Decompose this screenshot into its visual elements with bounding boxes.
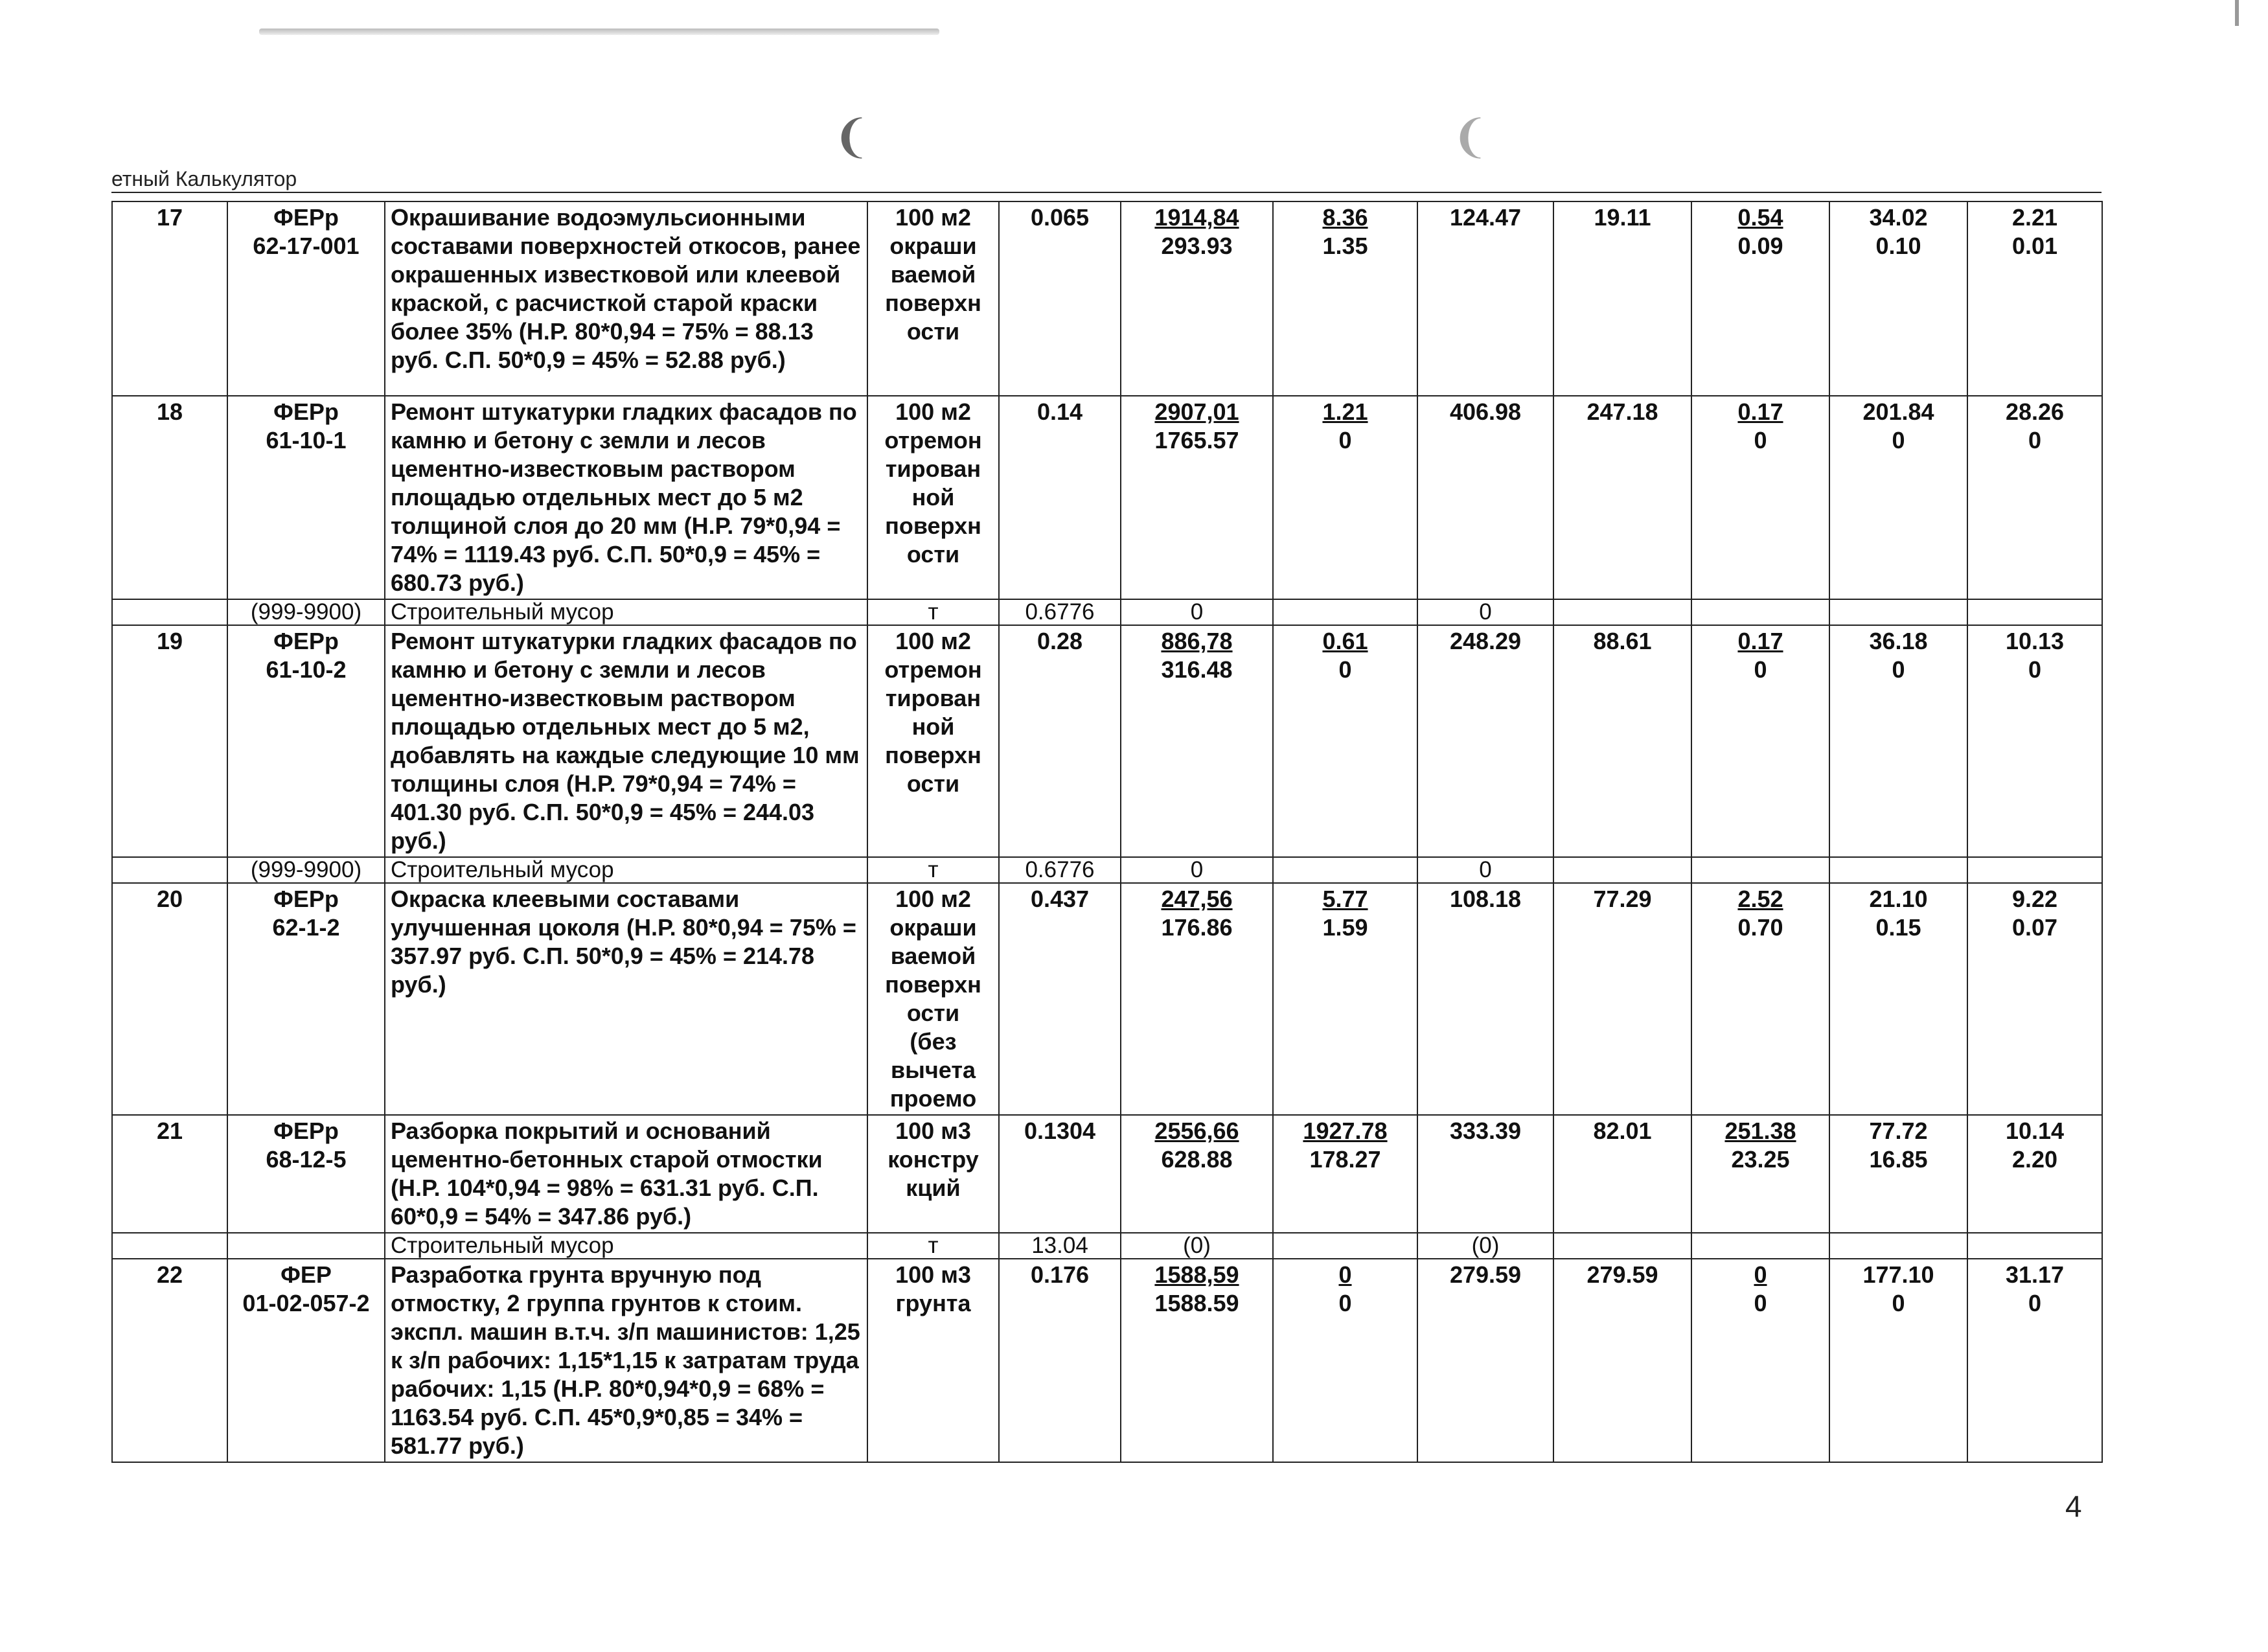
value-pair-v7 [1967,1115,2102,1233]
value-pair-v6 [1829,1115,1967,1233]
resource-code [227,625,385,857]
value-top: 1914,84 [1154,204,1239,231]
row-number [112,201,227,396]
resource-code [227,883,385,1115]
work-description [385,201,867,396]
value-pair-v5 [1691,625,1829,857]
value-pair-v6 [1829,201,1967,396]
value-pair-v1 [1121,396,1273,599]
work-description-text: Разборка покрытий и оснований цементно-бетонных старой отмостки (Н.Р. 104*0,94 = 98% = 631.31 руб. С.П. 60*0,9 = 54% = 347.86 руб.) [391,1118,823,1230]
value-bottom: 16.85 [1869,1146,1928,1173]
quantity [999,857,1121,883]
value-text: 247.18 [1586,398,1658,425]
unit-of-measure-text: 100 м2 отремон тирован ной поверхн ости [884,398,982,568]
quantity-text: 0.28 [1037,628,1083,654]
table-subrow [112,599,2102,625]
unit-of-measure-text: т [928,599,939,625]
quantity [999,396,1121,599]
row-number-text: 22 [156,1261,183,1288]
value-v7 [1967,857,2102,883]
value-bottom: 1765.57 [1154,427,1239,453]
value-v2 [1273,599,1417,625]
value-pair-v7 [1967,396,2102,599]
resource-code [227,201,385,396]
value-top: 34.02 [1869,204,1928,231]
value-v6 [1829,599,1967,625]
value-text: 406.98 [1449,398,1522,425]
value-v3-text: (0) [1471,1233,1500,1258]
value-text: 19.11 [1594,204,1651,231]
value-pair-v2 [1273,396,1417,599]
value-top: 247,56 [1161,886,1233,912]
resource-code [227,1259,385,1462]
value-top: 201.84 [1862,398,1934,425]
value-v6 [1829,857,1967,883]
table-row [112,1115,2102,1233]
unit-of-measure [867,201,999,396]
value-v6 [1829,1233,1967,1259]
value-text: 82.01 [1593,1118,1652,1144]
value-pair-v2 [1273,1259,1417,1462]
value-pair-v7 [1967,1259,2102,1462]
value-v7 [1967,1233,2102,1259]
value-pair-v2 [1273,883,1417,1115]
resource-code-text: (999-9900) [250,857,362,882]
value-bottom: 178.27 [1309,1146,1381,1173]
value-top: 0.54 [1737,204,1783,231]
value-v3-text: 0 [1479,857,1492,882]
quantity [999,1233,1121,1259]
value-pair-v2 [1273,1115,1417,1233]
resource-code-text: ФЕРр 62-17-001 [253,204,360,259]
quantity-text: 0.1304 [1024,1118,1096,1144]
resource-code [227,396,385,599]
row-number-text: 17 [156,204,183,231]
work-description-text: Окраска клеевыми составами улучшенная цоколя (Н.Р. 80*0,94 = 75% = 357.97 руб. С.П. 50*0,9 = 45% = 214.78 руб.) [391,886,856,998]
unit-of-measure [867,396,999,599]
value-top: 0 [1338,1261,1352,1288]
scan-artifact-edge [2235,0,2239,26]
value-v4 [1553,396,1691,599]
value-top: 31.17 [2005,1261,2065,1288]
value-v4 [1553,201,1691,396]
value-text: 88.61 [1593,628,1652,654]
value-top: 177.10 [1862,1261,1934,1288]
value-bottom: 0.01 [2011,233,2058,259]
page-number: 4 [2065,1489,2082,1523]
unit-of-measure-text: 100 м3 констру кций [888,1118,979,1201]
value-top: 9.22 [2011,886,2058,912]
value-v3 [1417,857,1553,883]
value-v3 [1417,1115,1553,1233]
value-bottom: 1.59 [1322,914,1368,941]
row-number-text: 18 [156,398,183,425]
resource-code-text: ФЕРр 61-10-2 [266,628,347,683]
value-v4 [1553,625,1691,857]
quantity [999,1115,1121,1233]
value-v1-text: (0) [1183,1233,1211,1258]
value-bottom: 0 [1754,427,1767,453]
value-bottom: 0 [2028,1290,2042,1316]
punch-hole-mark: ❨ [832,111,871,162]
unit-of-measure [867,857,999,883]
value-top: 1588,59 [1154,1261,1239,1288]
material-description [385,599,867,625]
unit-of-measure [867,599,999,625]
table-row [112,1259,2102,1462]
page-header-title: етный Калькулятор [111,167,297,190]
value-v7 [1967,599,2102,625]
value-top: 2.52 [1737,886,1783,912]
estimate-table [111,201,2103,1463]
value-pair-v5 [1691,201,1829,396]
unit-of-measure-text: 100 м2 окраши ваемой поверхн ости (без вычета проемо [885,886,981,1112]
value-v5 [1691,1233,1829,1259]
value-bottom: 176.86 [1161,914,1233,941]
value-bottom: 0 [1754,656,1767,683]
work-description [385,883,867,1115]
value-top: 10.14 [2005,1118,2065,1144]
material-description-text: Строительный мусор [391,857,614,882]
unit-of-measure-text: 100 м3 грунта [895,1261,971,1316]
value-bottom: 23.25 [1731,1146,1790,1173]
value-bottom: 0.70 [1737,914,1783,941]
value-pair-v1 [1121,1259,1273,1462]
table-row [112,625,2102,857]
header-rule [111,192,2102,193]
row-number [112,1115,227,1233]
row-number [112,1233,227,1259]
value-top: 0.61 [1322,628,1368,654]
row-number-text: 19 [156,628,183,654]
value-pair-v1 [1121,883,1273,1115]
value-bottom: 293.93 [1161,233,1233,259]
value-top: 0.17 [1737,628,1783,654]
value-bottom: 0.09 [1737,233,1783,259]
value-top: 1.21 [1322,398,1368,425]
value-text: 279.59 [1586,1261,1658,1288]
quantity-text: 0.6776 [1025,599,1095,625]
value-v4 [1553,1259,1691,1462]
value-top: 36.18 [1869,628,1928,654]
value-pair-v5 [1691,396,1829,599]
value-bottom: 0.10 [1875,233,1921,259]
quantity [999,1259,1121,1462]
quantity-text: 13.04 [1031,1233,1088,1258]
scan-artifact-line [259,29,939,35]
resource-code [227,1115,385,1233]
value-v3-text: 0 [1479,599,1492,625]
value-pair-v1 [1121,1115,1273,1233]
quantity [999,625,1121,857]
value-bottom: 0 [1892,1290,1905,1316]
material-description [385,1233,867,1259]
table-row [112,883,2102,1115]
unit-of-measure-text: т [928,857,939,882]
value-bottom: 628.88 [1161,1146,1233,1173]
value-pair-v1 [1121,625,1273,857]
resource-code-text: ФЕРр 68-12-5 [266,1118,347,1173]
unit-of-measure-text: т [928,1233,939,1258]
value-bottom: 0 [1892,656,1905,683]
value-top: 2556,66 [1154,1118,1239,1144]
value-v1 [1121,599,1273,625]
value-bottom: 0 [1754,1290,1767,1316]
value-bottom: 2.20 [2011,1146,2058,1173]
value-v1-text: 0 [1190,857,1204,882]
value-v1 [1121,857,1273,883]
value-text: 248.29 [1449,628,1522,654]
value-v1 [1121,1233,1273,1259]
value-top: 10.13 [2005,628,2065,654]
value-bottom: 0 [1892,427,1905,453]
value-text: 279.59 [1449,1261,1522,1288]
value-top: 0.17 [1737,398,1783,425]
row-number [112,883,227,1115]
value-pair-v5 [1691,1115,1829,1233]
material-description-text: Строительный мусор [391,599,614,625]
value-pair-v6 [1829,625,1967,857]
work-description [385,1115,867,1233]
value-v3 [1417,599,1553,625]
value-pair-v7 [1967,201,2102,396]
value-bottom: 0 [1338,1290,1352,1316]
resource-code [227,599,385,625]
value-v4 [1553,599,1691,625]
value-pair-v5 [1691,1259,1829,1462]
value-pair-v6 [1829,1259,1967,1462]
value-text: 333.39 [1449,1118,1522,1144]
unit-of-measure-text: 100 м2 отремон тирован ной поверхн ости [884,628,982,797]
value-top: 77.72 [1869,1118,1928,1144]
value-bottom: 1588.59 [1154,1290,1239,1316]
unit-of-measure-text: 100 м2 окраши ваемой поверхн ости [885,204,981,345]
value-v2 [1273,857,1417,883]
value-v2 [1273,1233,1417,1259]
row-number [112,625,227,857]
value-bottom: 0.15 [1875,914,1921,941]
value-pair-v1 [1121,201,1273,396]
value-v4 [1553,883,1691,1115]
value-top: 5.77 [1322,886,1368,912]
row-number [112,396,227,599]
value-v3 [1417,396,1553,599]
resource-code [227,1233,385,1259]
row-number [112,1259,227,1462]
value-bottom: 0 [2028,656,2042,683]
value-v3 [1417,625,1553,857]
work-description-text: Окрашивание водоэмульсионными составами поверхностей откосов, ранее окрашенных известковой или клеевой краской, с расчисткой старой краски более 35% (Н.Р. 80*0,94 = 75% = 88.13 руб. С.П. 50*0,9 = 45% = 52.88 руб.) [391,204,861,373]
value-v5 [1691,857,1829,883]
value-top: 28.26 [2005,398,2065,425]
value-text: 124.47 [1449,204,1522,231]
value-top: 0 [1754,1261,1767,1288]
material-description-text: Строительный мусор [391,1233,614,1258]
table-row [112,201,2102,396]
value-top: 2.21 [2011,204,2058,231]
value-pair-v7 [1967,883,2102,1115]
resource-code [227,857,385,883]
value-bottom: 0 [2028,427,2042,453]
value-pair-v7 [1967,625,2102,857]
value-bottom: 316.48 [1161,656,1233,683]
quantity [999,201,1121,396]
value-text: 77.29 [1593,886,1652,912]
value-bottom: 0 [1338,427,1352,453]
value-pair-v6 [1829,396,1967,599]
value-top: 8.36 [1322,204,1368,231]
quantity-text: 0.437 [1030,886,1090,912]
unit-of-measure [867,1259,999,1462]
resource-code-text: (999-9900) [250,599,362,625]
row-number [112,857,227,883]
quantity-text: 0.6776 [1025,857,1095,882]
value-v1-text: 0 [1190,599,1204,625]
value-v4 [1553,1115,1691,1233]
value-v4 [1553,857,1691,883]
value-v3 [1417,883,1553,1115]
row-number-text: 21 [156,1118,183,1144]
value-top: 21.10 [1869,886,1928,912]
quantity-text: 0.065 [1030,204,1090,231]
quantity [999,599,1121,625]
value-bottom: 1.35 [1322,233,1368,259]
value-pair-v2 [1273,201,1417,396]
table-subrow [112,1233,2102,1259]
table-subrow [112,857,2102,883]
work-description [385,1259,867,1462]
work-description [385,625,867,857]
unit-of-measure [867,1233,999,1259]
row-number-text: 20 [156,886,183,912]
work-description [385,396,867,599]
value-v3 [1417,1233,1553,1259]
value-bottom: 0 [1338,656,1352,683]
value-bottom: 0.07 [2011,914,2058,941]
value-v3 [1417,201,1553,396]
value-top: 2907,01 [1154,398,1239,425]
material-description [385,857,867,883]
resource-code-text: ФЕРр 61-10-1 [266,398,347,453]
value-top: 886,78 [1161,628,1233,654]
value-top: 251.38 [1724,1118,1796,1144]
table-row [112,396,2102,599]
value-pair-v5 [1691,883,1829,1115]
row-number [112,599,227,625]
value-text: 108.18 [1449,886,1522,912]
unit-of-measure [867,1115,999,1233]
unit-of-measure [867,625,999,857]
unit-of-measure [867,883,999,1115]
value-pair-v6 [1829,883,1967,1115]
resource-code-text: ФЕР 01-02-057-2 [242,1261,370,1316]
value-top: 1927.78 [1303,1118,1388,1144]
quantity-text: 0.176 [1030,1261,1090,1288]
value-v3 [1417,1259,1553,1462]
work-description-text: Ремонт штукатурки гладких фасадов по камню и бетону с земли и лесов цементно-известковым раствором площадью отдельных мест до 5 м2 толщиной слоя до 20 мм (Н.Р. 79*0,94 = 74% = 1119.43 руб. С.П. 50*0,9 = 45% = 680.73 руб.) [391,398,857,596]
value-v4 [1553,1233,1691,1259]
quantity-text: 0.14 [1037,398,1083,425]
value-v5 [1691,599,1829,625]
work-description-text: Ремонт штукатурки гладких фасадов по камню и бетону с земли и лесов цементно-известковым раствором площадью отдельных мест до 5 м2, добавлять на каждые следующие 10 мм толщины слоя (Н.Р. 79*0,94 = 74% = 401.30 руб. С.П. 50*0,9 = 45% = 244.03 руб.) [391,628,860,854]
resource-code-text: ФЕРр 62-1-2 [272,886,340,941]
work-description-text: Разработка грунта вручную под отмостку, 2 группа грунтов к стоим. экспл. машин в.т.ч. з/п машинистов: 1,25 к з/п рабочих: 1,15*1,15 к затратам труда рабочих: 1,15 (Н.Р. 80*0,94*0,9 = 68% = 1163.54 руб. С.П. 45*0,9*0,85 = 34% = 581.77 руб.) [391,1261,860,1459]
value-pair-v2 [1273,625,1417,857]
punch-hole-mark: ❨ [1451,111,1489,162]
quantity [999,883,1121,1115]
